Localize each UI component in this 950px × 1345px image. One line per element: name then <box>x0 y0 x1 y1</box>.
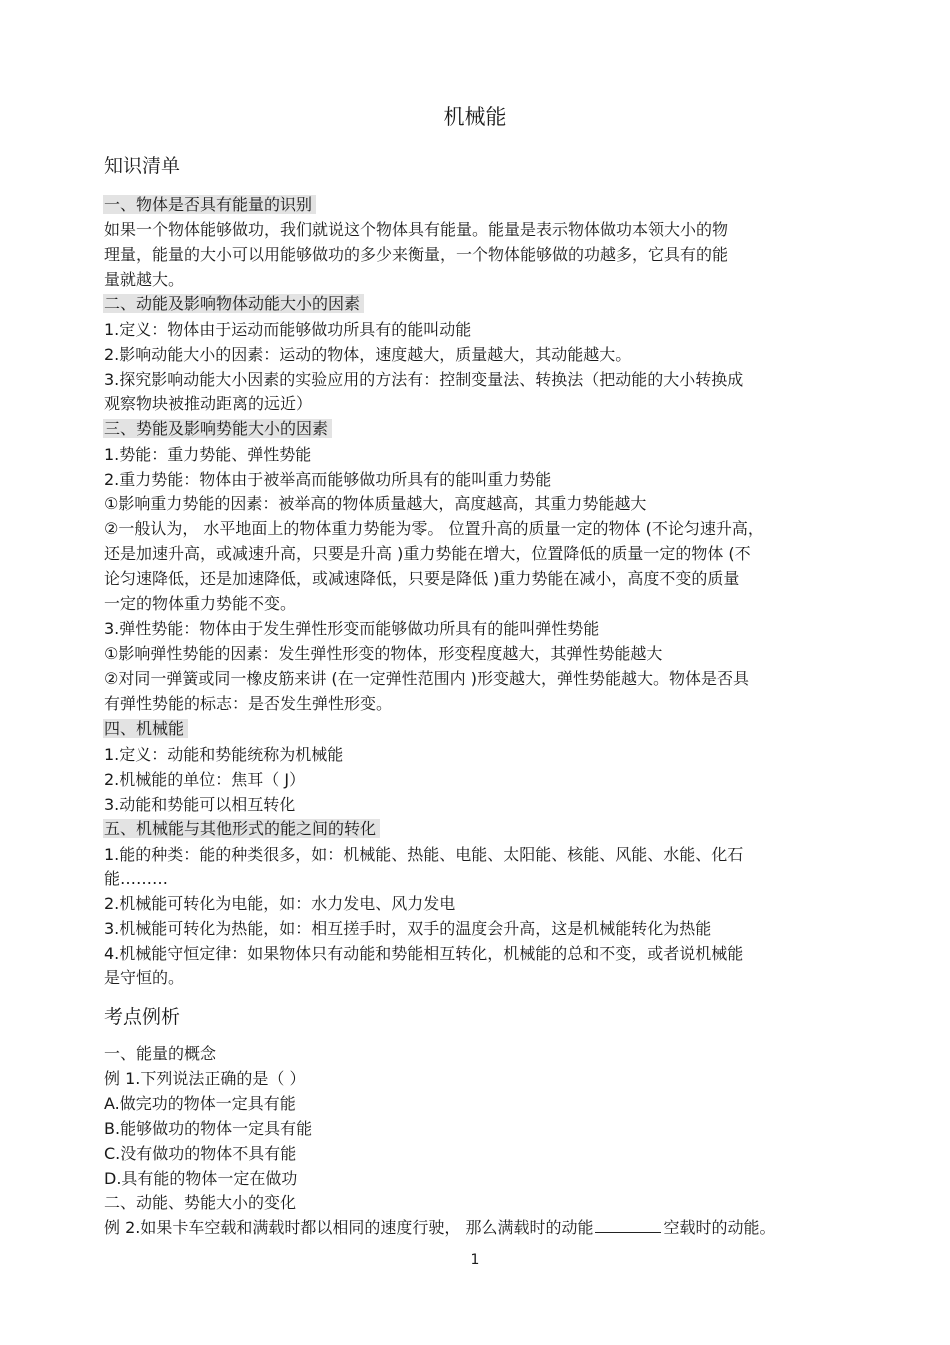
heading-energy-conversion <box>104 819 380 839</box>
paragraph-line: 一、能量的概念 <box>104 1044 217 1063</box>
paragraph-line: 理量，能量的大小可以用能够做功的多少来衡量，一个物体能够做的功越多，它具有的能 <box>104 245 729 264</box>
heading-text: 四、机械能 <box>103 719 188 738</box>
heading-mechanical-energy <box>104 719 188 739</box>
paragraph-line: 1.势能：重力势能、弹性势能 <box>104 445 312 464</box>
option-b: B.能够做功的物体一定具有能 <box>104 1119 313 1138</box>
heading-text: 五、机械能与其他形式的能之间的转化 <box>103 819 380 838</box>
option-d: D.具有能的物体一定在做功 <box>104 1169 298 1188</box>
heading-text: 一、物体是否具有能量的识别 <box>103 195 316 214</box>
paragraph-line: 3.探究影响动能大小因素的实验应用的方法有：控制变量法、转换法（把动能的大小转换成 <box>104 370 744 389</box>
paragraph-line: 还是加速升高，或减速升高，只要是升高 )重力势能在增大，位置降低的质量一定的物体 (不 <box>104 544 751 563</box>
page-number: 1 <box>470 1252 480 1268</box>
paragraph-line: 观察物块被推动距离的远近） <box>104 394 313 413</box>
paragraph-line: 是守恒的。 <box>104 968 185 987</box>
option-c: C.没有做功的物体不具有能 <box>104 1144 297 1163</box>
paragraph-line: 2.影响动能大小的因素：运动的物体，速度越大，质量越大，其动能越大。 <box>104 345 632 364</box>
option-a: A.做完功的物体一定具有能 <box>104 1094 296 1113</box>
paragraph-line: ①影响重力势能的因素：被举高的物体质量越大，高度越高，其重力势能越大 <box>104 494 647 513</box>
paragraph-line: 1.定义：物体由于运动而能够做功所具有的能叫动能 <box>104 320 472 339</box>
paragraph-line: 2.重力势能：物体由于被举高而能够做功所具有的能叫重力势能 <box>104 470 552 489</box>
question-line-example-2 <box>104 1218 775 1238</box>
heading-kinetic-energy <box>104 294 364 314</box>
paragraph-line: 4.机械能守恒定律：如果物体只有动能和势能相互转化，机械能的总和不变，或者说机械能 <box>104 944 744 963</box>
paragraph-line: 一定的物体重力势能不变。 <box>104 594 297 613</box>
paragraph-line: 能……… <box>104 869 169 888</box>
paragraph-line: 3.动能和势能可以相互转化 <box>104 795 296 814</box>
question-text-end: 空载时的动能。 <box>663 1218 776 1237</box>
paragraph-line: ①影响弹性势能的因素：发生弹性形变的物体，形变程度越大，其弹性势能越大 <box>104 644 663 663</box>
heading-text: 二、动能及影响物体动能大小的因素 <box>103 294 364 313</box>
paragraph-line: ②一般认为， 水平地面上的物体重力势能为零。 位置升高的质量一定的物体 (不论匀速升高， <box>104 519 764 538</box>
section-heading-knowledge-list: 知识清单 <box>104 155 181 177</box>
paragraph-line: 有弹性势能的标志：是否发生弹性形变。 <box>104 694 393 713</box>
paragraph-line: 3.弹性势能：物体由于发生弹性形变而能够做功所具有的能叫弹性势能 <box>104 619 600 638</box>
paragraph-line: 量就越大。 <box>104 270 185 289</box>
page-title: 机械能 <box>443 105 507 129</box>
paragraph-line: 如果一个物体能够做功，我们就说这个物体具有能量。能量是表示物体做功本领大小的物 <box>104 220 729 239</box>
heading-energy-identification <box>104 195 316 215</box>
paragraph-line: 二、动能、势能大小的变化 <box>104 1193 297 1212</box>
paragraph-line: 论匀速降低，还是加速降低，或减速降低，只要是降低 )重力势能在减小，高度不变的质量 <box>104 569 740 588</box>
paragraph-line: 2.机械能的单位：焦耳（ J） <box>104 770 306 789</box>
paragraph-line: 2.机械能可转化为电能，如：水力发电、风力发电 <box>104 894 456 913</box>
heading-text: 三、势能及影响势能大小的因素 <box>103 419 332 438</box>
paragraph-line: 3.机械能可转化为热能，如：相互搓手时，双手的温度会升高，这是机械能转化为热能 <box>104 919 712 938</box>
paragraph-line: ②对同一弹簧或同一橡皮筋来讲 (在一定弹性范围内 )形变越大，弹性势能越大。物体是否具 <box>104 669 750 688</box>
question-text: 例 2.如果卡车空载和满载时都以相同的速度行驶， 那么满载时的动能 <box>104 1218 594 1237</box>
answer-blank <box>595 1218 661 1233</box>
section-heading-exam-points: 考点例析 <box>104 1006 181 1028</box>
question-line: 例 1.下列说法正确的是（ ） <box>104 1069 306 1088</box>
heading-potential-energy <box>104 419 332 439</box>
paragraph-line: 1.定义：动能和势能统称为机械能 <box>104 745 344 764</box>
paragraph-line: 1.能的种类：能的种类很多，如：机械能、热能、电能、太阳能、核能、风能、水能、化石 <box>104 845 744 864</box>
